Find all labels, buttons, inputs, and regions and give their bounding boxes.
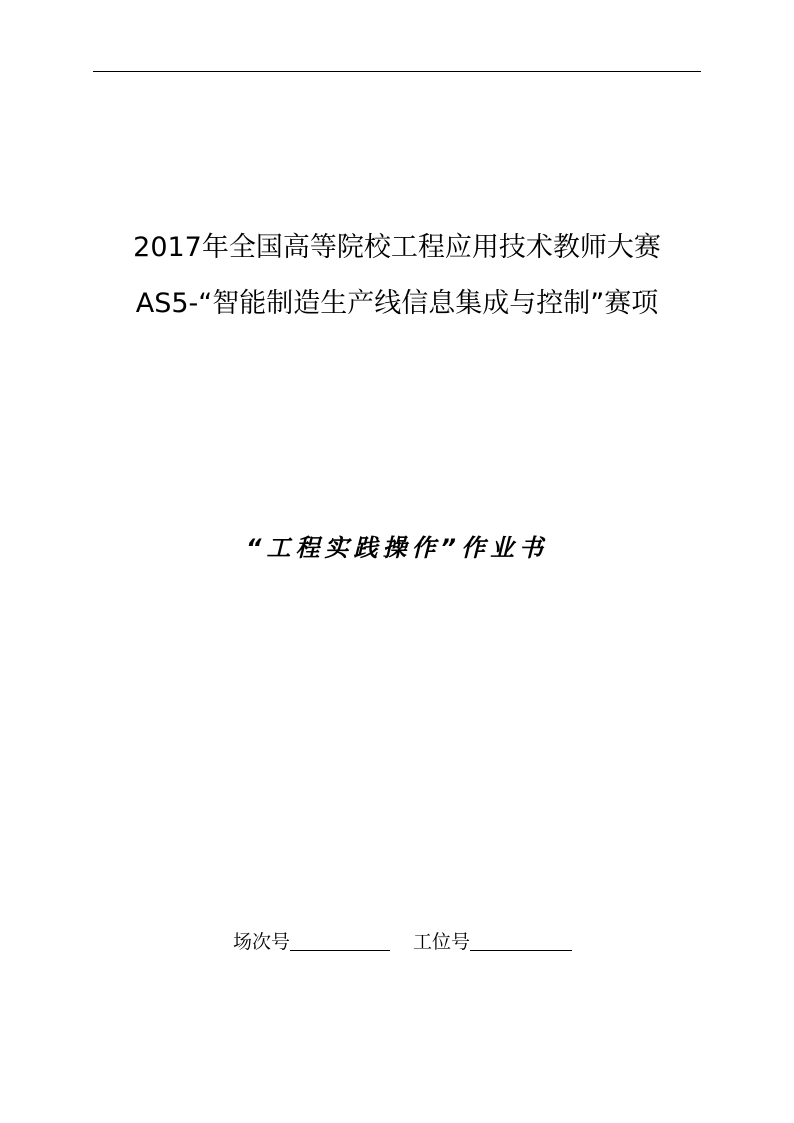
header-rule xyxy=(93,71,701,72)
station-number-field xyxy=(413,928,572,956)
form-fields xyxy=(0,928,794,956)
event-title: AS5-“智能制造生产线信息集成与控制”赛项 xyxy=(135,288,659,319)
document-subtitle: “工程实践操作”作业书 xyxy=(246,534,548,562)
session-number-blank[interactable] xyxy=(290,928,390,951)
station-number-blank[interactable] xyxy=(470,928,572,951)
contest-title: 2017年全国高等院校工程应用技术教师大赛 xyxy=(133,232,661,263)
station-number-label: 工位号 xyxy=(413,931,471,953)
session-number-field xyxy=(233,928,390,956)
session-number-label: 场次号 xyxy=(233,931,291,953)
